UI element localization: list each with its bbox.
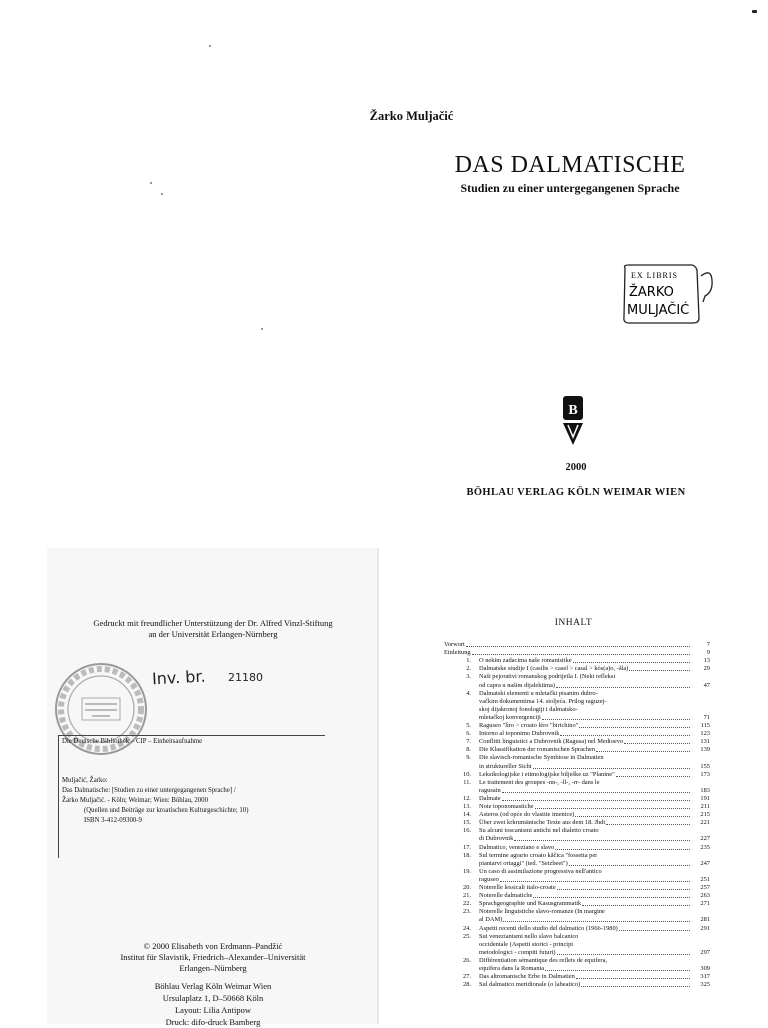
- toc-leader-dots: [533, 892, 690, 898]
- toc-entry-page: 227: [700, 835, 710, 843]
- toc-entry: [444, 860, 710, 868]
- toc-entry-number: 25.: [463, 932, 471, 940]
- toc-entry-page: 191: [700, 794, 710, 802]
- toc-leader-dots: [579, 722, 690, 728]
- exlibris-line: EX LIBRIS: [631, 271, 678, 280]
- toc-entry-number: 12.: [463, 794, 471, 802]
- toc-leader-dots: [557, 949, 690, 955]
- cip-line: Žarko Muljačić. - Köln; Weimar; Wien: Böhlau, 2000: [62, 797, 208, 804]
- toc-entry: [444, 665, 710, 673]
- toc-entry: [444, 965, 710, 973]
- toc-entry-number: 10.: [463, 770, 471, 778]
- contents-heading: INHALT: [554, 618, 593, 628]
- toc-leader-dots: [575, 811, 690, 817]
- toc-entry-page: 173: [700, 770, 710, 778]
- toc-entry-title: Das altromanische Erbe in Dalmatien: [479, 973, 575, 981]
- toc-leader-dots: [619, 925, 690, 931]
- toc-leader-dots: [582, 900, 690, 906]
- publisher-info-line: Layout: Lilia Antipow: [174, 1005, 252, 1015]
- toc-entry-number: 3.: [466, 673, 471, 681]
- cip-line: Das Dalmatische: [Studien zu einer untergegangenen Sprache] /: [62, 787, 236, 794]
- toc-leader-dots: [502, 795, 690, 801]
- toc-entry-page: 7: [706, 641, 710, 648]
- toc-entry: [444, 690, 710, 698]
- toc-entry: [444, 844, 710, 852]
- toc-entry-number: 8.: [466, 746, 471, 754]
- toc-entry-page: 71: [703, 713, 710, 721]
- toc-entry-page: 211: [700, 803, 710, 810]
- toc-entry-title: Noterelle linguistiche slavo-romanze (In margine: [479, 908, 605, 916]
- toc-entry-number: 13.: [463, 803, 471, 810]
- toc-entry-number: 5.: [466, 722, 471, 729]
- scan-speck: [161, 193, 163, 195]
- author-name: Žarko Muljačić: [369, 109, 454, 123]
- toc-entry-number: 23.: [463, 908, 471, 916]
- toc-entry: [444, 641, 710, 649]
- toc-entry: [444, 746, 710, 754]
- exlibris-line: MULJAČIĆ: [627, 303, 690, 318]
- toc-entry-page: 155: [700, 762, 710, 770]
- toc-entry: [444, 884, 710, 892]
- toc-entry-title: Noterelle lessicali italo-croate: [479, 884, 556, 891]
- toc-entry-number: 4.: [466, 689, 471, 697]
- toc-entry: [444, 698, 710, 706]
- toc-entry: [444, 763, 710, 771]
- exlibris-line: ŽARKO: [629, 285, 674, 300]
- toc-leader-dots: [596, 746, 690, 752]
- toc-leader-dots: [557, 884, 690, 890]
- toc-entry: [444, 827, 710, 835]
- toc-entry-page: 115: [700, 722, 710, 729]
- toc-entry: [444, 730, 710, 738]
- toc-entry-number: 9.: [466, 754, 471, 762]
- cip-record: [58, 735, 325, 858]
- toc-entry: [444, 706, 710, 714]
- toc-leader-dots: [569, 860, 690, 866]
- support-line: an der Universität Erlangen-Nürnberg: [148, 629, 278, 639]
- toc-entry-title: ragusain: [479, 786, 501, 794]
- toc-entry-page: 183: [700, 786, 710, 794]
- toc-entry-title: Sui venezianismi nello slavo balcanico: [479, 932, 579, 940]
- toc-entry: [444, 657, 710, 665]
- toc-entry: [444, 933, 710, 941]
- toc-entry: [444, 673, 710, 681]
- inventory-label: Inv. br.: [151, 666, 207, 689]
- toc-entry-title: Un caso di assimilazione progressiva nell'antico: [479, 867, 602, 875]
- toc-leader-dots: [500, 876, 690, 882]
- toc-entry-number: 11.: [463, 778, 471, 786]
- toc-entry-number: 28.: [463, 981, 471, 989]
- toc-entry-page: 325: [700, 981, 710, 989]
- toc-entry-page: 263: [700, 892, 710, 900]
- toc-entry: [444, 892, 710, 900]
- toc-entry-title: Einleitung: [444, 649, 471, 657]
- toc-entry-number: 17.: [463, 843, 471, 851]
- copyright-line: Institut für Slavistik, Friedrich–Alexander–Universität: [120, 952, 306, 962]
- toc-entry: [444, 957, 710, 965]
- toc-entry-title: Su alcuni toscanismi antichi nel dialetto croato: [479, 827, 599, 835]
- toc-entry: [444, 722, 710, 730]
- book-subtitle: Studien zu einer untergegangenen Sprache: [460, 181, 680, 195]
- toc-leader-dots: [503, 916, 690, 922]
- toc-entry-title: Noterelle dalmatiche: [479, 892, 533, 900]
- toc-entry-title: Vorwort: [444, 641, 465, 648]
- toc-leader-dots: [573, 657, 690, 663]
- toc-entry-title: Dalmate: [479, 794, 501, 802]
- toc-entry-title: mletačkoj konvergenciji: [479, 713, 541, 721]
- toc-entry: [444, 754, 710, 762]
- toc-entry: [444, 925, 710, 933]
- toc-leader-dots: [555, 844, 690, 850]
- toc-entry: [444, 811, 710, 819]
- publication-year: 2000: [565, 462, 587, 473]
- toc-entry: [444, 803, 710, 811]
- toc-entry-title: Différentiation sémantique des reflets de equifera,: [479, 956, 607, 964]
- toc-entry-title: Sprachgeographie und Kasusgrammatik: [479, 900, 582, 908]
- toc-entry: [444, 900, 710, 908]
- toc-entry-title: occidentale (Aspetti storici - principi: [479, 940, 574, 948]
- toc-entry-page: 317: [700, 973, 710, 981]
- toc-entry-page: 131: [700, 738, 710, 746]
- toc-entry-title: equifera dans la Romania: [479, 965, 545, 972]
- toc-leader-dots: [533, 763, 690, 769]
- toc-entry: [444, 852, 710, 860]
- publisher-line: BÖHLAU VERLAG KÖLN WEIMAR WIEN: [466, 487, 686, 498]
- toc-leader-dots: [581, 981, 690, 987]
- toc-entry-title: piantarvi ortaggi" (ted. "Setzbeet"): [479, 859, 568, 867]
- toc-entry-title: Asteros (od opće do vlastite imenice): [479, 811, 575, 819]
- toc-entry-title: Intorno al toponimo Dubrovnik: [479, 730, 560, 738]
- toc-entry: [444, 908, 710, 916]
- toc-entry-title: Sul termine agrario croato kăčica "fossetta per: [479, 851, 598, 859]
- publisher-logo-icon: [562, 395, 584, 447]
- toc-leader-dots: [556, 682, 690, 688]
- toc-entry-title: od capra u našim dijalektima): [479, 681, 555, 689]
- toc-entry-title: Leksikologijske i etimologijske bilješke uz "Planine": [479, 770, 615, 778]
- toc-entry-page: 257: [700, 884, 710, 891]
- toc-entry-number: 19.: [463, 867, 471, 875]
- toc-entry-title: Raguseo "lìro > croato léro "birichino": [479, 722, 579, 729]
- toc-entry: [444, 779, 710, 787]
- toc-entry-page: 221: [700, 819, 710, 827]
- toc-entry: [444, 738, 710, 746]
- toc-entry-title: Dalmatske studije I (casilis > casel > casal > kòs(a)o, -ăla): [479, 665, 629, 673]
- toc-entry-number: 14.: [463, 811, 471, 819]
- support-line: Gedruckt mit freundlicher Unterstützung der Dr. Alfred Vinzl-Stiftung: [93, 618, 333, 628]
- inventory-number: 21180: [228, 671, 263, 684]
- copyright-line: © 2000 Elisabeth von Erdmann–Pandžić: [143, 941, 283, 951]
- toc-entry: [444, 949, 710, 957]
- toc-entry-number: 18.: [463, 851, 471, 859]
- toc-entry-title: metodologici - compiti futuri): [479, 948, 556, 956]
- toc-entry-page: 281: [700, 916, 710, 924]
- toc-leader-dots: [472, 649, 690, 655]
- toc-entry-page: 13: [703, 657, 710, 665]
- toc-entry-number: 26.: [463, 956, 471, 964]
- scan-speck: [261, 328, 263, 330]
- publisher-info-line: Böhlau Verlag Köln Weimar Wien: [154, 981, 272, 991]
- toc-entry-number: 22.: [463, 900, 471, 908]
- toc-entry-page: 9: [706, 649, 710, 657]
- toc-entry-number: 16.: [463, 827, 471, 835]
- toc-entry: [444, 916, 710, 924]
- toc-leader-dots: [545, 965, 690, 971]
- toc-leader-dots: [624, 738, 690, 744]
- toc-entry-title: O nekim zadacima naše romanistike: [479, 657, 572, 665]
- toc-entry-title: Dalmatski elementi u mletački pisanim dubro-: [479, 689, 598, 697]
- toc-entry-title: Naši pejorativi romanskog podrijetla I. (Neki refleksi: [479, 673, 616, 681]
- copyright-line: Erlangen–Nürnberg: [179, 963, 247, 973]
- toc-entry-title: vačkim dokumentima 14. stoljeća. Prilog raguzej-: [479, 697, 607, 705]
- toc-leader-dots: [606, 819, 690, 825]
- scan-speck: [150, 182, 152, 184]
- toc-entry-page: 291: [700, 924, 710, 932]
- toc-entry-title: raguseo: [479, 875, 499, 883]
- toc-leader-dots: [535, 803, 690, 809]
- toc-entry-title: Sul dalmatico meridionale (o labeatico): [479, 981, 581, 989]
- toc-entry-page: 123: [700, 730, 710, 738]
- toc-entry-title: Die Klassifikation der romanischen Sprachen: [479, 746, 596, 754]
- toc-entry: [444, 941, 710, 949]
- toc-entry-number: 6.: [466, 730, 471, 738]
- toc-entry-page: 247: [700, 859, 710, 867]
- cip-line: ISBN 3-412-09300-9: [84, 817, 142, 824]
- toc-leader-dots: [576, 973, 690, 979]
- book-title: DAS DALMATISCHE: [454, 152, 686, 178]
- toc-entry-title: skoj dijakronoj fonologiji i dalmatsko-: [479, 705, 578, 713]
- toc-entry-title: Conflitti linguistici a Dubrovnik (Ragusa) nel Medioevo: [479, 738, 624, 746]
- toc-entry-number: 20.: [463, 884, 471, 891]
- toc-entry-title: Note toponomastiche: [479, 803, 534, 810]
- toc-leader-dots: [502, 787, 690, 793]
- toc-entry: [444, 682, 710, 690]
- exlibris-stamp: [619, 262, 717, 326]
- toc-entry: [444, 835, 710, 843]
- toc-entry-page: 215: [700, 811, 710, 819]
- toc-leader-dots: [629, 665, 690, 671]
- toc-entry-page: 251: [700, 875, 710, 883]
- toc-entry-title: Le traitement des groupes -nn-, -ll-, -rr- dans le: [479, 778, 600, 786]
- toc-entry: [444, 819, 710, 827]
- toc-entry-title: Aspetti recenti dello studio del dalmatico (1966-1980): [479, 924, 618, 932]
- toc-leader-dots: [514, 835, 690, 841]
- publisher-info-line: Druck: difo-druck Bamberg: [165, 1017, 261, 1027]
- toc-entry-title: al DAM): [479, 916, 503, 924]
- toc-entry: [444, 973, 710, 981]
- toc-entry-page: 139: [700, 746, 710, 754]
- scan-speck: [752, 10, 757, 13]
- toc-entry-title: in strukturеller Sicht: [479, 762, 532, 770]
- cip-line: (Quellen und Beiträge zur kroatischen Kulturgeschichte; 10): [84, 807, 249, 814]
- scan-speck: [209, 45, 211, 47]
- toc-entry: [444, 787, 710, 795]
- toc-entry-title: Über zwei krkrumänische Texte aus dem 18. Jhdt: [479, 819, 606, 827]
- toc-entry: [444, 649, 710, 657]
- toc-entry-page: 297: [700, 948, 710, 956]
- toc-entry-title: Dalmatico, veneziano e slavo: [479, 843, 555, 851]
- toc-entry-page: 29: [703, 665, 710, 673]
- toc-entry: [444, 795, 710, 803]
- toc-leader-dots: [560, 730, 690, 736]
- toc-leader-dots: [542, 714, 690, 720]
- toc-entry-number: 1.: [466, 657, 471, 665]
- toc-leader-dots: [466, 641, 690, 647]
- svg-text:B: B: [568, 403, 578, 418]
- toc-entry: [444, 771, 710, 779]
- toc-entry-number: 15.: [463, 819, 471, 827]
- toc-entry-number: 24.: [463, 924, 471, 932]
- cip-header: Die Deutsche Bibliothek – CIP – Einheitsaufnahme: [62, 738, 203, 745]
- toc-entry-page: 309: [700, 965, 710, 972]
- toc-entry-number: 27.: [463, 973, 471, 981]
- toc-entry-page: 235: [700, 843, 710, 851]
- toc-entry: [444, 876, 710, 884]
- toc-leader-dots: [616, 771, 690, 777]
- toc-entry-title: Die slavisch-romanische Symbiose in Dalmatien: [479, 754, 604, 762]
- cip-line: Muljačić, Žarko:: [62, 777, 108, 784]
- toc-entry-title: di Dubrovnik: [479, 835, 514, 843]
- toc-entry-number: 2.: [466, 665, 471, 673]
- publisher-info-line: Ursulaplatz 1, D–50668 Köln: [162, 993, 264, 1003]
- toc-entry-number: 7.: [466, 738, 471, 746]
- toc-entry-page: 271: [700, 900, 710, 908]
- toc-entry: [444, 868, 710, 876]
- toc-entry-number: 21.: [463, 892, 471, 900]
- toc-entry: [444, 981, 710, 989]
- toc-entry-page: 47: [703, 681, 710, 689]
- toc-entry: [444, 714, 710, 722]
